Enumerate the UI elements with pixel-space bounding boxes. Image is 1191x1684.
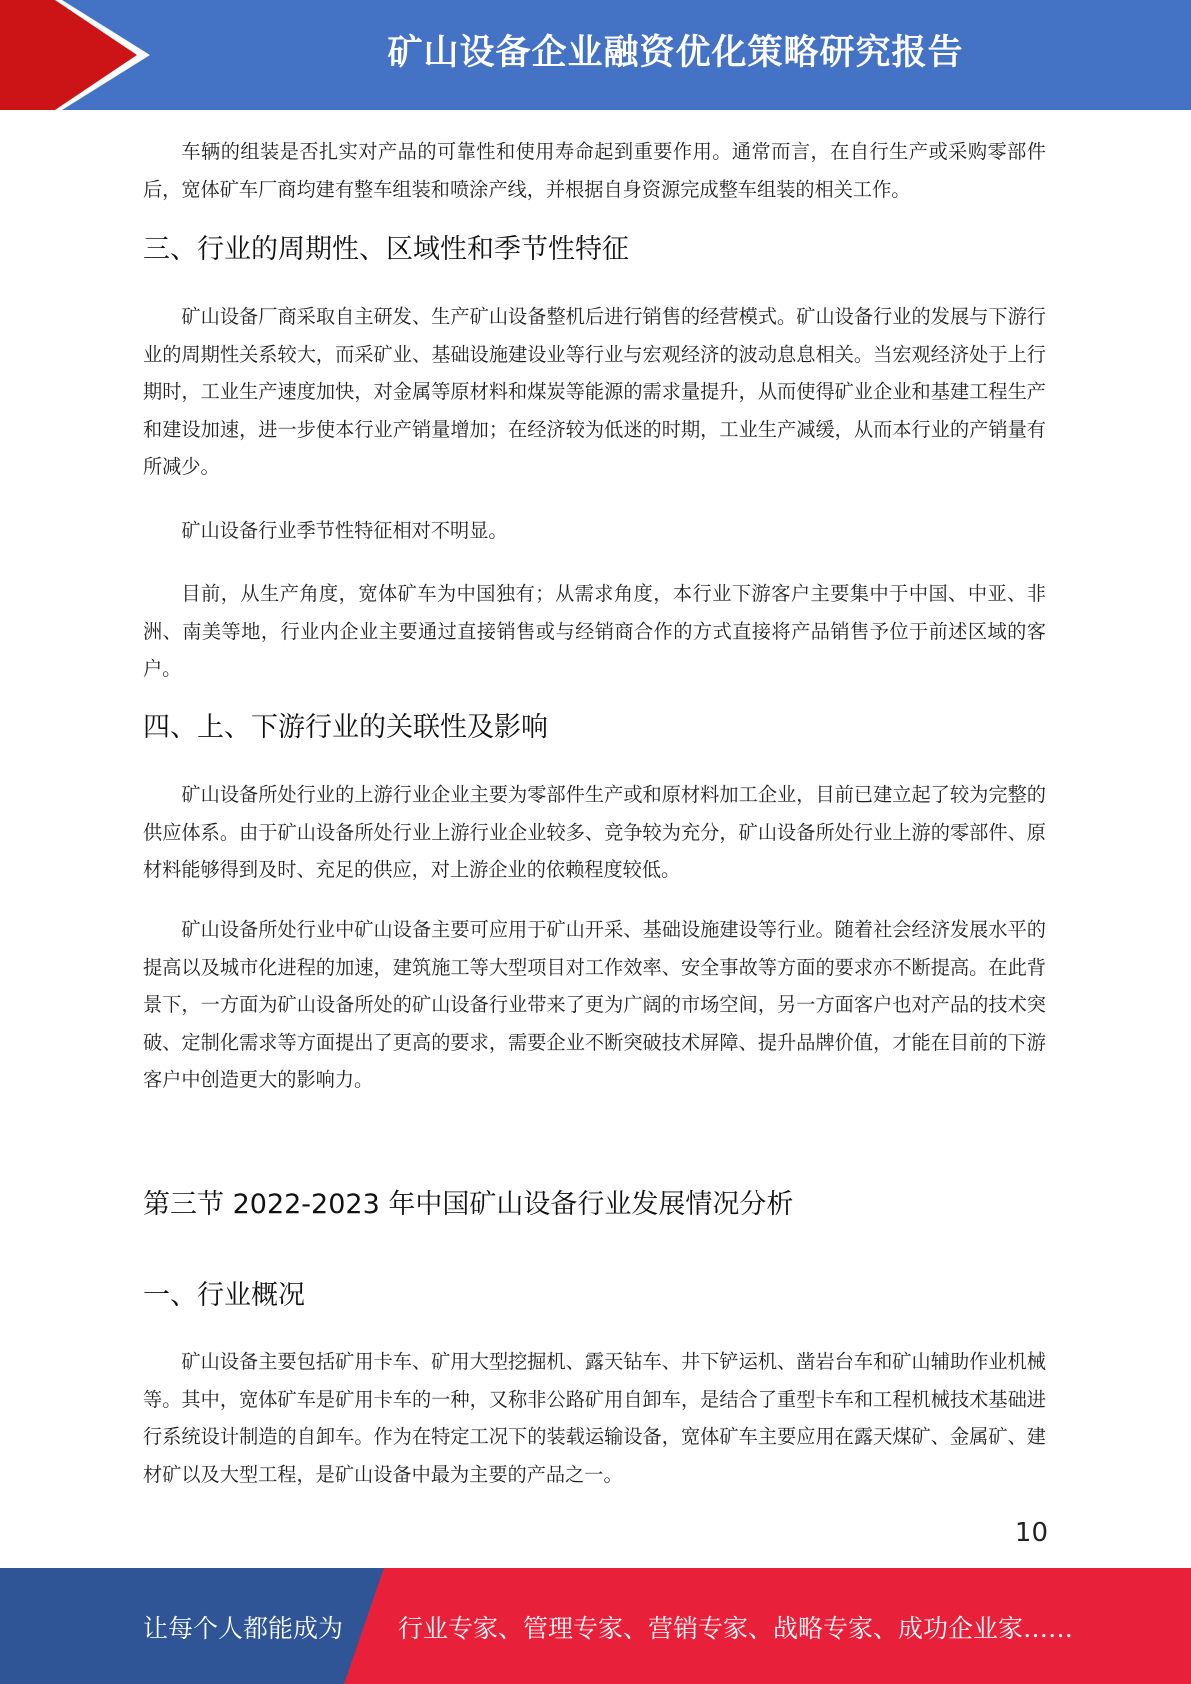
heading-industry-overview: 一、行业概况 bbox=[143, 1280, 305, 1311]
paragraph-vehicle-assembly: 车辆的组装是否扎实对产品的可靠性和使用寿命起到重要作用。通常而言，在自行生产或采购零部件后，宽体矿车厂商均建有整车组装和喷涂产线，并根据自身资源完成整车组装的相关工作。 bbox=[143, 140, 1046, 201]
paragraph-cyclical: 矿山设备厂商采取自主研发、生产矿山设备整机后进行销售的经营模式。矿山设备行业的发展与下游行业的周期性关系较大，而采矿业、基础设施建设业等行业与宏观经济的波动息息相关。当宏观经济处于上行期时，工业生产速度加快，对金属等原材料和煤炭等能源的需求量提升，从而使得矿业企业和基建工程生产和建设加速，进一步使本行业产销量增加；在经济较为低迷的时期，工业生产减缓，从而本行业的产销量有所减少。 bbox=[143, 305, 1046, 478]
chevron-red-shape bbox=[0, 0, 137, 110]
footer-slogan-right: 行业专家、管理专家、营销专家、战略专家、成功企业家…… bbox=[398, 1614, 1074, 1643]
page-header bbox=[0, 0, 1191, 110]
paragraph-upstream: 矿山设备所处行业的上游行业企业主要为零部件生产或和原材料加工企业，目前已建立起了较为完整的供应体系。由于矿山设备所处行业上游行业企业较多、竞争较为充分，矿山设备所处行业上游的零部件、原材料能够得到及时、充足的供应，对上游企业的依赖程度较低。 bbox=[143, 783, 1046, 881]
footer-slogan-left: 让每个人都能成为 bbox=[143, 1614, 344, 1643]
chapter-heading: 第三节 2022-2023 年中国矿山设备行业发展情况分析 bbox=[143, 1189, 794, 1220]
paragraph-downstream: 矿山设备所处行业中矿山设备主要可应用于矿山开采、基础设施建设等行业。随着社会经济发展水平的提高以及城市化进程的加速，建筑施工等大型项目对工作效率、安全事故等方面的要求亦不断提高。在此背景下，一方面为矿山设备所处的矿山设备行业带来了更为广阔的市场空间，另一方面客户也对产品的技术突破、定制化需求等方面提出了更高的要求，需要企业不断突破技术屏障、提升品牌价值，才能在目前的下游客户中创造更大的影响力。 bbox=[143, 918, 1046, 1091]
report-title: 矿山设备企业融资优化策略研究报告 bbox=[387, 33, 964, 73]
paragraph-seasonal: 矿山设备行业季节性特征相对不明显。 bbox=[181, 519, 508, 542]
heading-upstream-downstream: 四、上、下游行业的关联性及影响 bbox=[143, 712, 548, 743]
page-number: 10 bbox=[1014, 1518, 1048, 1548]
paragraph-regional: 目前，从生产角度，宽体矿车为中国独有；从需求角度，本行业下游客户主要集中于中国、中亚、非洲、南美等地，行业内企业主要通过直接销售或与经销商合作的方式直接将产品销售予位于前述区域的客户。 bbox=[143, 582, 1046, 680]
heading-cyclical-regional-seasonal: 三、行业的周期性、区域性和季节性特征 bbox=[143, 234, 629, 265]
header-chevron-decoration bbox=[0, 0, 160, 110]
page-footer bbox=[0, 1568, 1191, 1684]
paragraph-overview: 矿山设备主要包括矿用卡车、矿用大型挖掘机、露天钻车、井下铲运机、凿岩台车和矿山辅助作业机械等。其中，宽体矿车是矿用卡车的一种，又称非公路矿用自卸车，是结合了重型卡车和工程机械技术基础进行系统设计制造的自卸车。作为在特定工况下的装载运输设备，宽体矿车主要应用在露天煤矿、金属矿、建材矿以及大型工程，是矿山设备中最为主要的产品之一。 bbox=[143, 1350, 1046, 1486]
